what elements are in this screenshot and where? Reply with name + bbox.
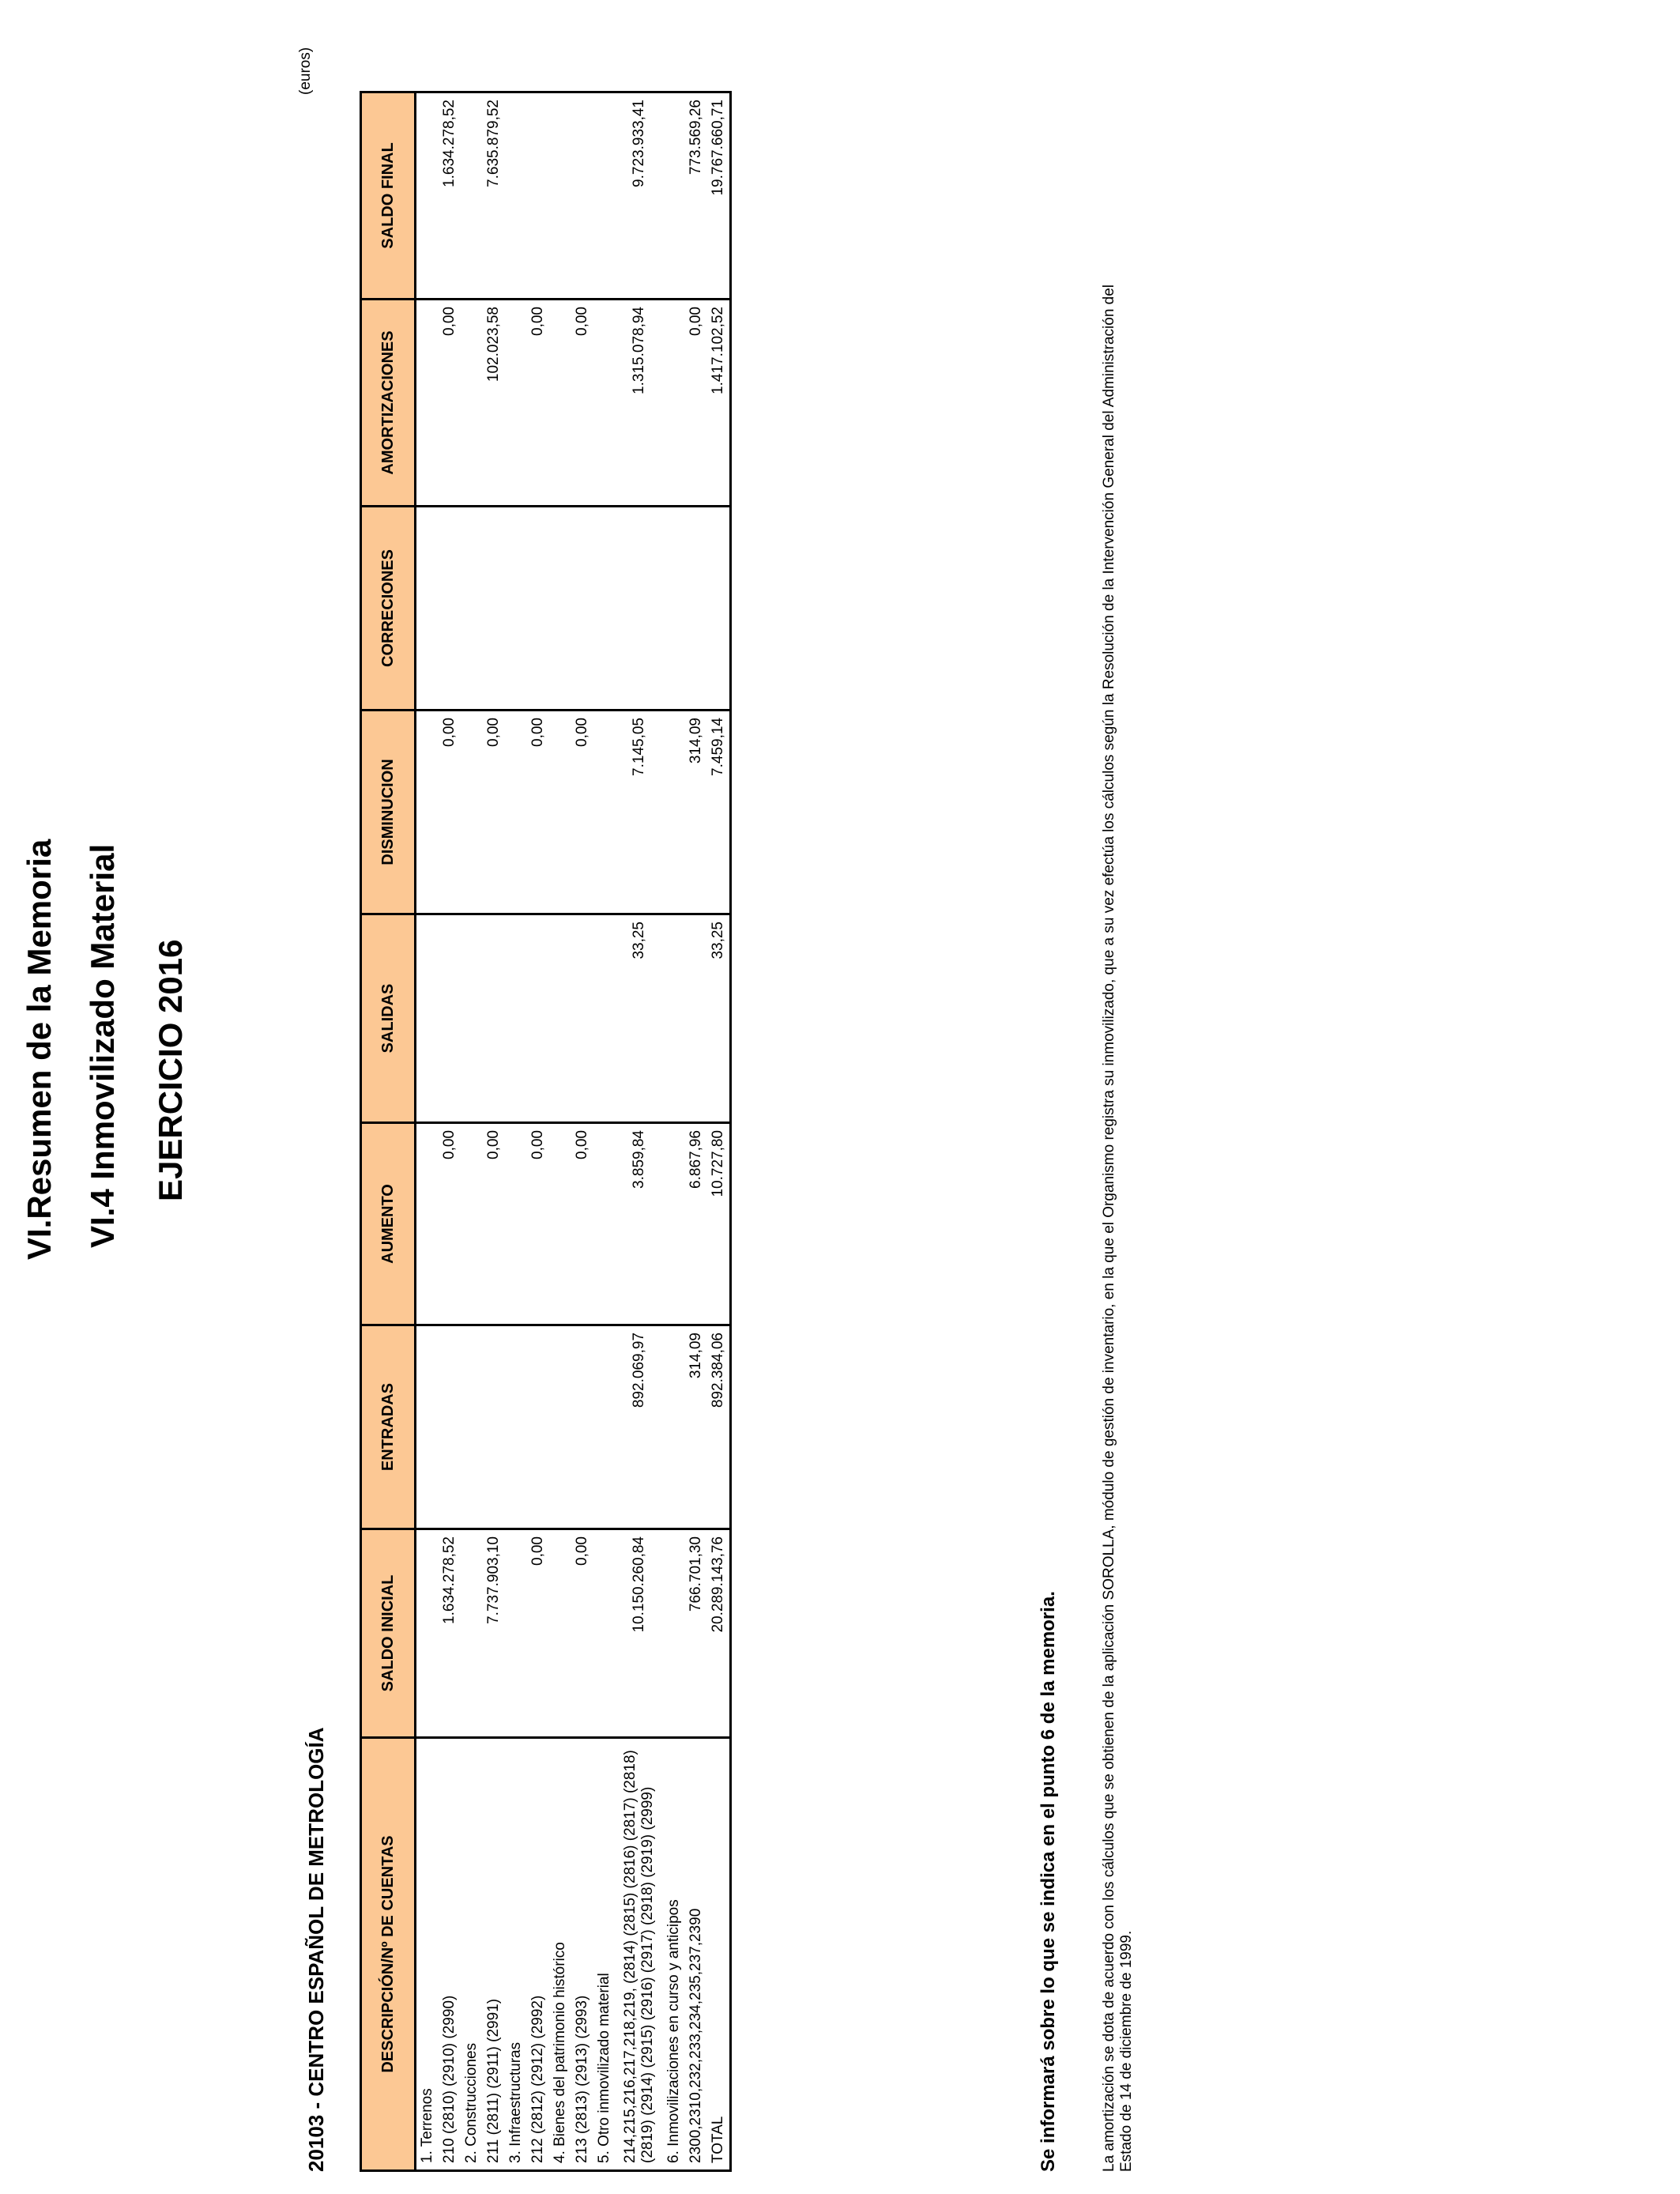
row-value-cell: 892.069,97: [616, 1325, 663, 1529]
row-value-cell: [461, 1325, 483, 1529]
fixed-assets-table: [360, 91, 732, 2172]
row-description: TOTAL: [707, 1738, 731, 2171]
row-value-cell: 20.289.143,76: [707, 1529, 731, 1738]
entity-name: 20103 - CENTRO ESPAÑOL DE METROLOGÍA: [304, 1727, 328, 2172]
row-value-cell: [461, 711, 483, 914]
row-description: 214,215,216,217,218,219, (2814) (2815) (2816) (2817) (2818) (2819) (2914) (2915) (2916) (2917) (2918) (2919) (2999): [616, 1738, 663, 2171]
row-value-cell: [505, 914, 527, 1123]
row-value-cell: [549, 1529, 571, 1738]
table-row: [483, 92, 505, 2171]
row-value-cell: [527, 507, 549, 711]
row-value-cell: [416, 1123, 439, 1325]
row-value-cell: 0,00: [527, 300, 549, 507]
row-value-cell: [549, 300, 571, 507]
row-description: 6. Inmovilizaciones en curso y anticipos: [663, 1738, 685, 2171]
row-value-cell: [549, 507, 571, 711]
row-value-cell: 10.727,80: [707, 1123, 731, 1325]
table-row: [571, 92, 593, 2171]
row-value-cell: [663, 300, 685, 507]
row-description: 5. Otro inmovilizado material: [593, 1738, 616, 2171]
row-value-cell: 33,25: [616, 914, 663, 1123]
row-value-cell: [505, 1529, 527, 1738]
row-description: 2300,2310,232,233,234,235,237,2390: [685, 1738, 707, 2171]
row-value-cell: [527, 92, 549, 300]
row-value-cell: [483, 1325, 505, 1529]
row-value-cell: 19.767.660,71: [707, 92, 731, 300]
row-value-cell: [571, 914, 593, 1123]
row-description: 213 (2813) (2913) (2993): [571, 1738, 593, 2171]
column-header-saldo-final: SALDO FINAL: [361, 92, 416, 300]
row-value-cell: 10.150.260,84: [616, 1529, 663, 1738]
row-value-cell: [461, 507, 483, 711]
row-value-cell: 7.737.903,10: [483, 1529, 505, 1738]
table-row: [549, 92, 571, 2171]
row-value-cell: 892.384,06: [707, 1325, 731, 1529]
row-value-cell: [616, 507, 663, 711]
row-value-cell: [416, 1529, 439, 1738]
column-header-correciones: CORRECIONES: [361, 507, 416, 711]
row-value-cell: 0,00: [571, 300, 593, 507]
row-value-cell: [439, 507, 461, 711]
table-row: [505, 92, 527, 2171]
row-value-cell: 0,00: [527, 1123, 549, 1325]
row-value-cell: 0,00: [439, 300, 461, 507]
row-value-cell: [439, 914, 461, 1123]
row-description: 3. Infraestructuras: [505, 1738, 527, 2171]
row-value-cell: [505, 300, 527, 507]
row-value-cell: [593, 507, 616, 711]
row-value-cell: 766.701,30: [685, 1529, 707, 1738]
row-value-cell: [416, 92, 439, 300]
memoria-note: Se informará sobre lo que se indica en el punto 6 de la memoria.: [1038, 1591, 1059, 2172]
row-value-cell: 1.634.278,52: [439, 1529, 461, 1738]
row-value-cell: 0,00: [483, 711, 505, 914]
fiscal-year-title: EJERCICIO 2016: [152, 939, 189, 1201]
currency-units: (euros): [297, 47, 314, 95]
row-description: 1. Terrenos: [416, 1738, 439, 2171]
column-header-disminucion: DISMINUCION: [361, 711, 416, 914]
row-value-cell: [416, 914, 439, 1123]
footnote: La amortización se dota de acuerdo con los cálculos que se obtienen de la aplicación SOROLLA, módulo de gestión de inventario, en la que el Organismo registra su inmovilizado, que a su vez efectúa los cálculos según la Resolución de la Intervención General del Administración del Estado de 14 de diciembre de 1999.: [1101, 284, 1135, 2172]
row-value-cell: [663, 1123, 685, 1325]
row-value-cell: [707, 507, 731, 711]
row-value-cell: [593, 92, 616, 300]
row-value-cell: [685, 914, 707, 1123]
row-value-cell: [549, 1325, 571, 1529]
row-value-cell: [593, 711, 616, 914]
row-value-cell: [461, 1123, 483, 1325]
column-header-salidas: SALIDAS: [361, 914, 416, 1123]
row-value-cell: [593, 1123, 616, 1325]
row-value-cell: [593, 914, 616, 1123]
column-header-aumento: AUMENTO: [361, 1123, 416, 1325]
row-value-cell: [549, 1123, 571, 1325]
row-value-cell: [571, 1325, 593, 1529]
row-value-cell: 0,00: [571, 1123, 593, 1325]
row-value-cell: 102.023,58: [483, 300, 505, 507]
row-description: 211 (2811) (2911) (2991): [483, 1738, 505, 2171]
row-description: 4. Bienes del patrimonio histórico: [549, 1738, 571, 2171]
row-value-cell: [571, 507, 593, 711]
table-header-row: [361, 92, 416, 2171]
column-header-description: DESCRIPCIÓN/Nº DE CUENTAS: [361, 1738, 416, 2171]
row-value-cell: 0,00: [527, 1529, 549, 1738]
row-description: 2. Construcciones: [461, 1738, 483, 2171]
row-value-cell: 0,00: [439, 711, 461, 914]
row-value-cell: [416, 711, 439, 914]
table-row: [707, 92, 731, 2171]
row-value-cell: [685, 507, 707, 711]
column-header-saldo-inicial: SALDO INICIAL: [361, 1529, 416, 1738]
row-value-cell: [663, 507, 685, 711]
row-value-cell: 7.459,14: [707, 711, 731, 914]
row-value-cell: [505, 711, 527, 914]
row-value-cell: 9.723.933,41: [616, 92, 663, 300]
row-value-cell: [663, 1529, 685, 1738]
row-value-cell: 7.635.879,52: [483, 92, 505, 300]
row-value-cell: [527, 914, 549, 1123]
row-value-cell: [505, 507, 527, 711]
row-value-cell: [663, 92, 685, 300]
row-value-cell: [527, 1325, 549, 1529]
table-row: [663, 92, 685, 2171]
row-description: 210 (2810) (2910) (2990): [439, 1738, 461, 2171]
row-value-cell: [461, 300, 483, 507]
row-value-cell: [416, 507, 439, 711]
table-row: [593, 92, 616, 2171]
row-value-cell: [593, 1325, 616, 1529]
row-value-cell: [439, 1325, 461, 1529]
row-value-cell: [549, 711, 571, 914]
row-value-cell: [663, 711, 685, 914]
table-row: [439, 92, 461, 2171]
row-value-cell: 0,00: [571, 1529, 593, 1738]
row-value-cell: [571, 92, 593, 300]
row-value-cell: [593, 1529, 616, 1738]
table-row: [527, 92, 549, 2171]
row-value-cell: [505, 1325, 527, 1529]
row-description: 212 (2812) (2912) (2992): [527, 1738, 549, 2171]
row-value-cell: [505, 92, 527, 300]
row-value-cell: 0,00: [527, 711, 549, 914]
row-value-cell: [549, 92, 571, 300]
row-value-cell: [593, 300, 616, 507]
row-value-cell: [663, 1325, 685, 1529]
table-row: [685, 92, 707, 2171]
report-subsection-title: VI.4 Inmovilizado Material: [84, 843, 121, 1248]
column-header-amortizaciones: AMORTIZACIONES: [361, 300, 416, 507]
row-value-cell: 1.417.102,52: [707, 300, 731, 507]
row-value-cell: 0,00: [571, 711, 593, 914]
row-value-cell: 3.859,84: [616, 1123, 663, 1325]
row-value-cell: [416, 300, 439, 507]
table-row: [416, 92, 439, 2171]
table-row: [616, 92, 663, 2171]
row-value-cell: [461, 1529, 483, 1738]
row-value-cell: 314,09: [685, 711, 707, 914]
row-value-cell: [483, 914, 505, 1123]
row-value-cell: 7.145,05: [616, 711, 663, 914]
row-value-cell: [461, 914, 483, 1123]
row-value-cell: 0,00: [439, 1123, 461, 1325]
row-value-cell: [505, 1123, 527, 1325]
row-value-cell: 1.634.278,52: [439, 92, 461, 300]
row-value-cell: 314,09: [685, 1325, 707, 1529]
row-value-cell: [483, 507, 505, 711]
row-value-cell: 6.867,96: [685, 1123, 707, 1325]
report-section-title: VI.Resumen de la Memoria: [21, 839, 58, 1260]
row-value-cell: [461, 92, 483, 300]
row-value-cell: [416, 1325, 439, 1529]
table-body: [416, 92, 731, 2171]
row-value-cell: [663, 914, 685, 1123]
row-value-cell: 1.315.078,94: [616, 300, 663, 507]
row-value-cell: 773.569,26: [685, 92, 707, 300]
column-header-entradas: ENTRADAS: [361, 1325, 416, 1529]
row-value-cell: 0,00: [685, 300, 707, 507]
table-row: [461, 92, 483, 2171]
row-value-cell: 33,25: [707, 914, 731, 1123]
row-value-cell: [549, 914, 571, 1123]
row-value-cell: 0,00: [483, 1123, 505, 1325]
